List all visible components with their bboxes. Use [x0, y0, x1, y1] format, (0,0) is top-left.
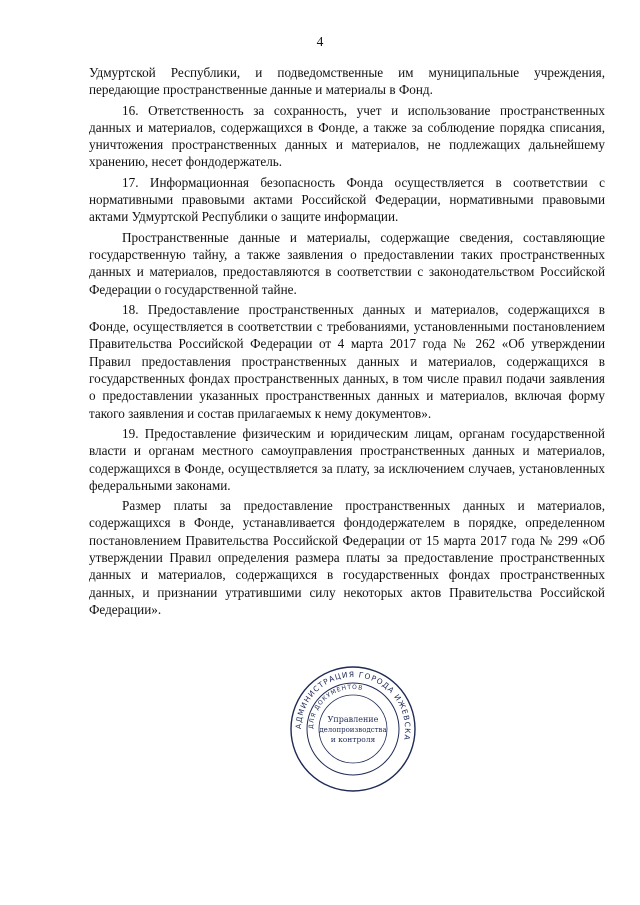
document-body	[89, 64, 605, 618]
paragraph: Размер платы за предоставление пространственных данных и материалов, содержащихся в Фонде, устанавливается фондодержателем в порядке, определенном постановлением Правительства Российской Федерации от 15 марта 2017 года № 299 «Об утверждении Правил определения размера платы за предоставление пространственных данных и материалов, содержащихся в государственных фондах пространственных данных, и признании утратившими силу некоторых актов Правительства Российской Федерации».	[89, 498, 605, 617]
stamp-center-line-2: делопроизводства	[319, 726, 387, 734]
stamp-outer-ring-text: АДМИНИСТРАЦИЯ ГОРОДА ИЖЕВСКА	[293, 669, 413, 742]
paragraph: 17. Информационная безопасность Фонда осуществляется в соответствии с нормативными правовыми актами Российской Федерации, нормативными правовыми актами Удмуртской Республики о защите информации.	[89, 174, 605, 225]
stamp-inner-ring-text: ДЛЯ ДОКУМЕНТОВ	[307, 683, 364, 730]
page-number: 4	[316, 34, 324, 49]
paragraph: 19. Предоставление физическим и юридическим лицам, органам государственной власти и органам местного самоуправления пространственных данных и материалов, содержащихся в Фонде, осуществляется за плату, за исключением случаев, установленных федеральными законами.	[89, 425, 605, 493]
office-stamp	[288, 664, 418, 794]
paragraph: 16. Ответственность за сохранность, учет и использование пространственных данных и материалов, содержащихся в Фонде, а также за соблюдение порядка списания, уничтожения пространственных данных и материалов, не подлежащих дальнейшему хранению, несет фондодержатель.	[89, 102, 605, 170]
paragraph: Пространственные данные и материалы, содержащие сведения, составляющие государственную тайну, а также заявления о предоставлении таких пространственных данных и материалов, предоставляются в соответствии с законодательством Российской Федерации о государственной тайне.	[89, 229, 605, 297]
paragraph: 18. Предоставление пространственных данных и материалов, содержащихся в Фонде, осуществляется в соответствии с требованиями, установленными постановлением Правительства Российской Федерации от 4 марта 2017 года № 262 «Об утверждении Правил предоставления пространственных данных и материалов, содержащихся в государственных фондах пространственных данных, в том числе правил подачи заявления о предоставлении указанных пространственных данных и материалов, включая форму такого заявления и состав прилагаемых к нему документов».	[89, 301, 605, 421]
stamp-center-line-3: и контроля	[330, 735, 376, 744]
stamp-center-line-1: Управление	[327, 715, 379, 724]
paragraph: Удмуртской Республики, и подведомственные им муниципальные учреждения, передающие пространственные данные и материалы в Фонд.	[89, 65, 605, 98]
